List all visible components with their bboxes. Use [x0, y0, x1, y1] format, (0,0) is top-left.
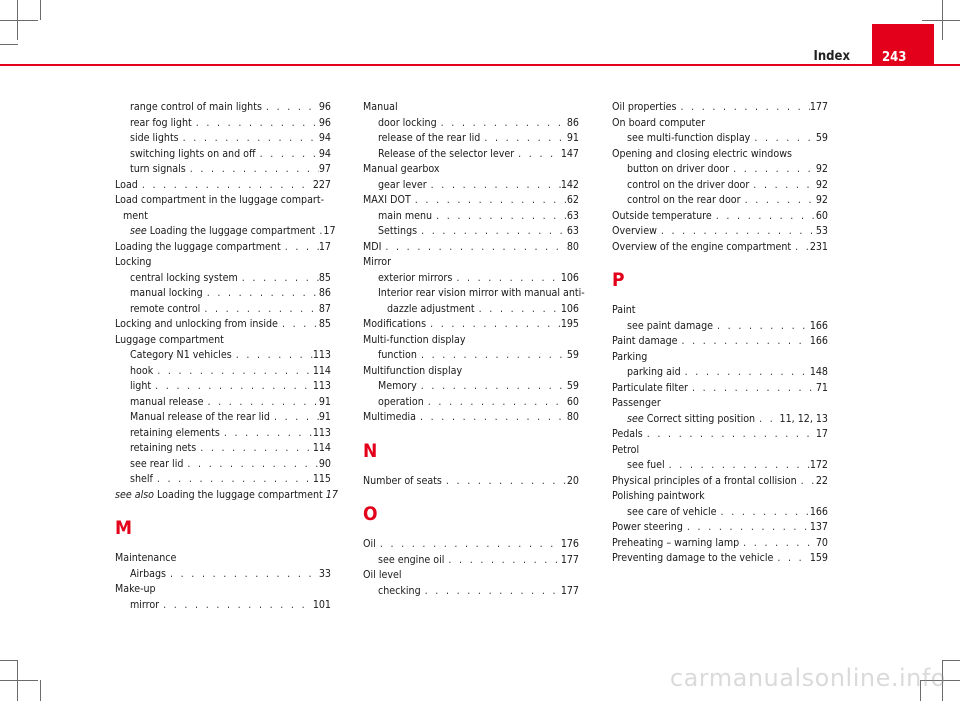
crop-mark: [0, 680, 38, 681]
index-entry: Preheating – warning lamp . . . 70: [612, 536, 828, 552]
index-entry: exterior mirrors . . . 106: [363, 271, 579, 287]
index-entry: Overview . . . 53: [612, 224, 828, 240]
index-entry: remote control . . . 87: [115, 302, 331, 318]
index-entry: see rear lid . . . 90: [115, 457, 331, 473]
index-entry: Number of seats . . . 20: [363, 474, 579, 490]
section-letter: N: [363, 439, 378, 462]
index-entry-wrap: Interior rear vision mirror with manual anti-: [378, 287, 585, 299]
index-entry: see multi-function display . . . 59: [612, 131, 828, 147]
crop-mark: [0, 660, 18, 661]
index-entry: see engine oil . . . 177: [363, 553, 579, 569]
index-heading: Opening and closing electric windows: [612, 147, 792, 160]
index-entry: Category N1 vehicles . . . 113: [115, 348, 331, 364]
index-entry: light . . . 113: [115, 379, 331, 395]
index-entry: Airbags . . . 33: [115, 567, 331, 583]
index-heading: Oil level: [363, 569, 402, 581]
index-entry: checking . . . 177: [363, 584, 579, 600]
index-entry: see Loading the luggage compartment . . . 17: [115, 224, 331, 240]
index-entry: release of the rear lid . . . 91: [363, 131, 579, 147]
section-letter: O: [363, 503, 378, 525]
header-title: Index: [813, 49, 850, 64]
index-entry: Physical principles of a frontal collision . . . 22: [612, 474, 828, 490]
index-entry: MDI . . . 80: [363, 240, 579, 256]
index-heading: Luggage compartment: [115, 333, 224, 346]
index-entry: MAXI DOT . . . 62: [363, 193, 579, 209]
index-heading: Petrol: [612, 443, 640, 456]
index-heading: Passenger: [612, 397, 661, 409]
crop-mark: [942, 660, 960, 661]
index-entry: range control of main lights . . . 96: [115, 100, 331, 116]
index-entry: retaining nets . . . 114: [115, 441, 331, 457]
watermark: carmanualsonline.info: [669, 664, 946, 692]
index-see-also: see also Loading the luggage compartment 17: [115, 488, 338, 501]
index-heading: Mirror: [363, 256, 392, 268]
index-entry: switching lights on and off . . . 94: [115, 147, 331, 163]
crop-mark: [40, 680, 41, 701]
index-entry: control on the driver door . . . 92: [612, 178, 828, 194]
index-entry: button on driver door . . . 92: [612, 162, 828, 178]
index-entry: Outside temperature . . . 60: [612, 209, 828, 225]
index-entry: parking aid . . . 148: [612, 365, 828, 381]
index-entry: Settings . . . 63: [363, 224, 579, 240]
index-entry: Power steering . . . 137: [612, 520, 828, 536]
section-letter: P: [612, 269, 625, 291]
index-entry: central locking system . . . 85: [115, 271, 331, 287]
index-entry: gear lever . . . 142: [363, 178, 579, 194]
crop-mark: [0, 20, 38, 21]
index-entry: side lights . . . 94: [115, 131, 331, 147]
crop-mark: [942, 0, 943, 40]
index-heading: Manual: [363, 101, 398, 113]
index-column-1: [115, 100, 338, 613]
index-entry: main menu . . . 63: [363, 209, 579, 225]
index-entry: Release of the selector lever . . . 147: [363, 147, 579, 163]
index-entry: see Correct sitting position . . . 11, 12, 13: [612, 412, 828, 428]
index-heading: Make-up: [115, 583, 156, 595]
page-number: 243: [872, 24, 934, 66]
index-entry: control on the rear door . . . 92: [612, 193, 828, 209]
index-entry: manual release . . . 91: [115, 395, 331, 411]
index-entry: Oil . . . 176: [363, 537, 579, 553]
index-entry: turn signals . . . 97: [115, 162, 331, 178]
index-entry: Pedals . . . 17: [612, 427, 828, 443]
index-entry: Paint damage . . . 166: [612, 334, 828, 350]
index-entry: shelf . . . 115: [115, 472, 331, 488]
index-heading-cont: ment: [123, 209, 148, 222]
index-heading: Multi-function display: [363, 333, 466, 346]
index-entry: Oil properties . . . 177: [612, 100, 828, 116]
index-entry: dazzle adjustment . . . 106: [363, 302, 579, 318]
index-heading: Load compartment in the luggage compart-: [115, 194, 325, 206]
index-column-2: [363, 100, 585, 599]
index-entry: retaining elements . . . 113: [115, 426, 331, 442]
header-rule: [0, 64, 960, 66]
index-entry: Preventing damage to the vehicle . . . 159: [612, 551, 828, 567]
index-entry: see care of vehicle . . . 166: [612, 505, 828, 521]
index-entry: operation . . . 60: [363, 395, 579, 411]
index-heading: Parking: [612, 350, 648, 363]
index-heading: On board computer: [612, 116, 706, 129]
index-entry: see paint damage . . . 166: [612, 319, 828, 335]
index-entry: Particulate filter . . . 71: [612, 381, 828, 397]
index-heading: Locking: [115, 256, 152, 268]
index-entry: Locking and unlocking from inside . . . 85: [115, 317, 331, 333]
crop-mark: [0, 44, 18, 45]
index-entry: Modifications . . . 195: [363, 317, 579, 333]
index-entry: Multimedia . . . 80: [363, 410, 579, 426]
crop-mark: [17, 0, 18, 40]
index-entry: Memory . . . 59: [363, 379, 579, 395]
index-entry: see fuel . . . 172: [612, 458, 828, 474]
index-entry: mirror . . . 101: [115, 598, 331, 614]
index-heading: Polishing paintwork: [612, 490, 705, 502]
section-letter: M: [115, 517, 133, 539]
index-heading: Manual gearbox: [363, 163, 440, 175]
index-entry: rear fog light . . . 96: [115, 116, 331, 132]
crop-mark: [40, 0, 41, 20]
index-entry: Manual release of the rear lid . . . 91: [115, 410, 331, 426]
index-entry: function . . . 59: [363, 348, 579, 364]
index-heading: Maintenance: [115, 552, 177, 564]
index-heading: Multifunction display: [363, 364, 463, 377]
index-entry: door locking . . . 86: [363, 116, 579, 132]
index-entry: Overview of the engine compartment . . . 231: [612, 240, 828, 256]
index-entry: Loading the luggage compartment . . . 17: [115, 240, 331, 256]
index-entry: manual locking . . . 86: [115, 286, 331, 302]
index-entry: Load . . . 227: [115, 178, 331, 194]
crop-mark: [922, 20, 960, 21]
index-heading: Paint: [612, 304, 636, 316]
index-column-3: [612, 100, 828, 567]
index-entry: hook . . . 114: [115, 364, 331, 380]
